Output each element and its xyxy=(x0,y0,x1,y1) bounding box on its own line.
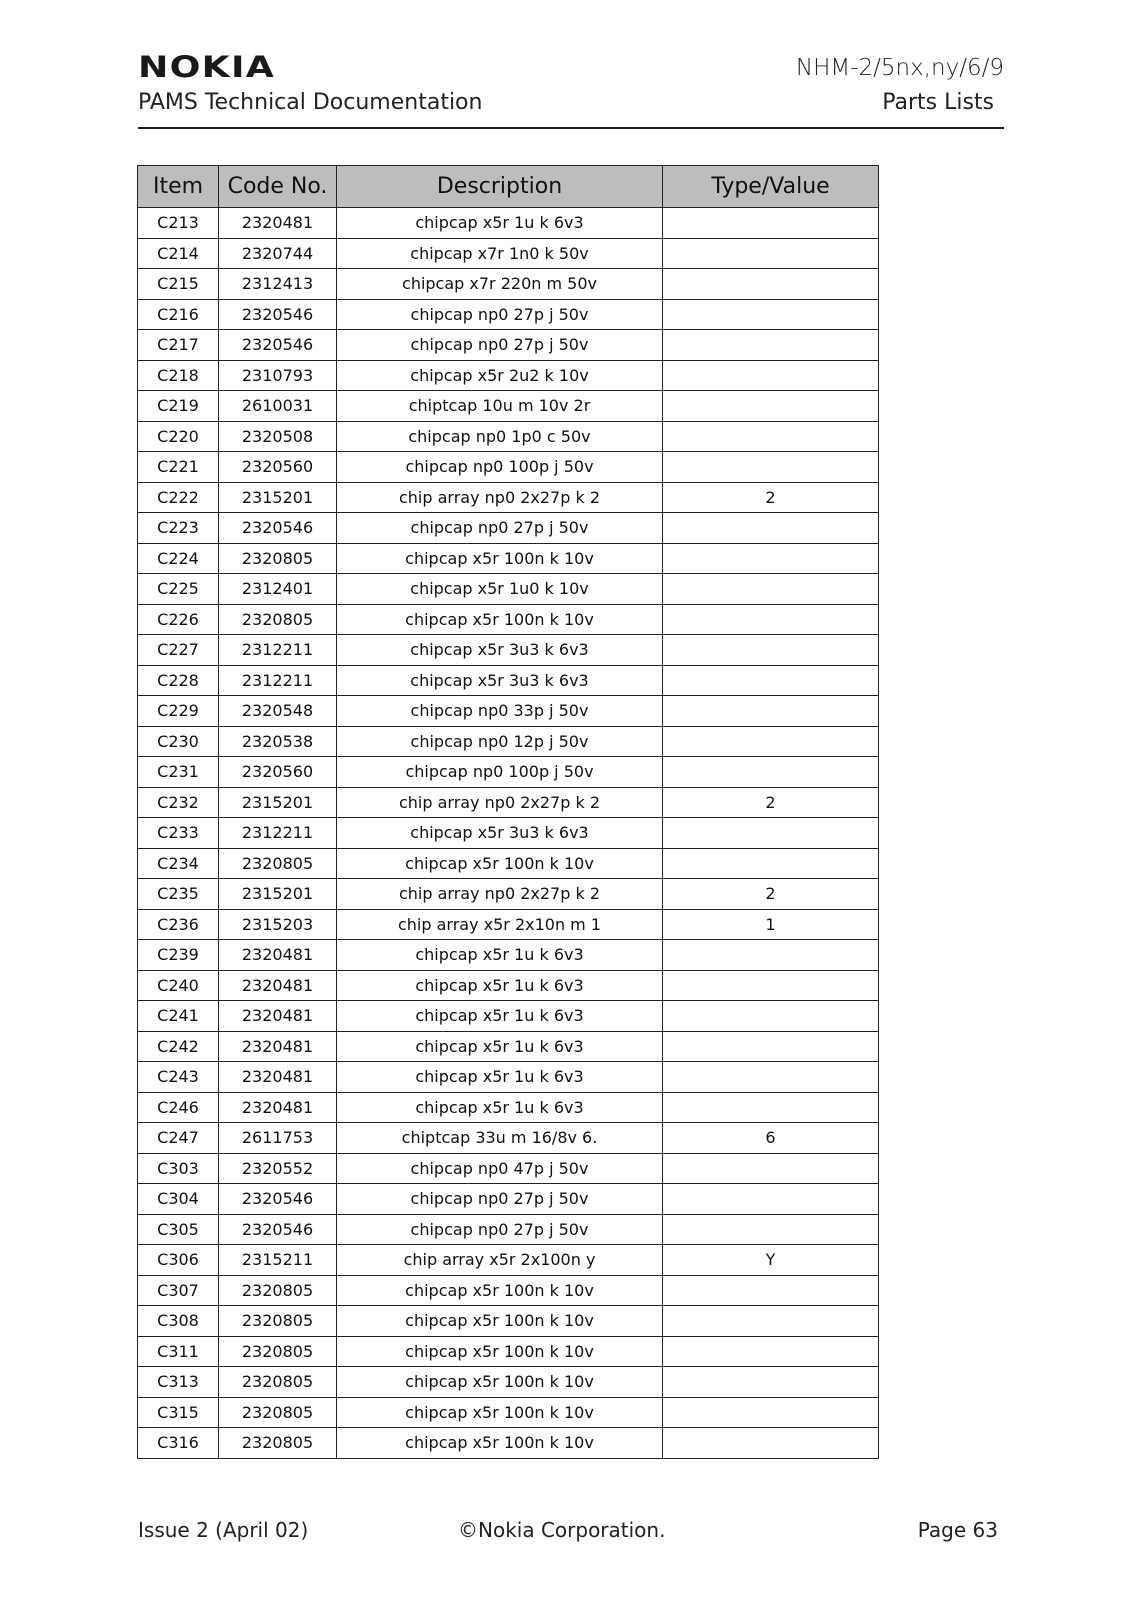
cell-type-value xyxy=(663,299,879,330)
cell-code-no: 2320805 xyxy=(219,1397,337,1428)
cell-description: chipcap np0 1p0 c 50v xyxy=(337,421,663,452)
cell-description: chipcap x5r 100n k 10v xyxy=(337,1275,663,1306)
cell-code-no: 2320546 xyxy=(219,299,337,330)
cell-code-no: 2320552 xyxy=(219,1153,337,1184)
cell-type-value xyxy=(663,940,879,971)
cell-code-no: 2320805 xyxy=(219,848,337,879)
cell-code-no: 2320508 xyxy=(219,421,337,452)
cell-description: chipcap x5r 100n k 10v xyxy=(337,1367,663,1398)
table-row xyxy=(138,1031,879,1062)
footer-page-number: Page 63 xyxy=(917,1518,998,1542)
cell-description: chipcap np0 27p j 50v xyxy=(337,330,663,361)
cell-code-no: 2320805 xyxy=(219,1306,337,1337)
table-row xyxy=(138,1397,879,1428)
cell-description: chipcap x5r 100n k 10v xyxy=(337,1428,663,1459)
cell-description: chipcap x5r 100n k 10v xyxy=(337,604,663,635)
table-row xyxy=(138,1245,879,1276)
cell-item: C229 xyxy=(138,696,219,727)
cell-type-value xyxy=(663,1214,879,1245)
cell-code-no: 2320546 xyxy=(219,513,337,544)
table-row xyxy=(138,604,879,635)
cell-type-value xyxy=(663,726,879,757)
cell-type-value xyxy=(663,238,879,269)
cell-description: chipcap x5r 100n k 10v xyxy=(337,543,663,574)
cell-item: C224 xyxy=(138,543,219,574)
cell-item: C215 xyxy=(138,269,219,300)
cell-description: chipcap x5r 1u k 6v3 xyxy=(337,1031,663,1062)
cell-description: chipcap x5r 3u3 k 6v3 xyxy=(337,635,663,666)
cell-type-value xyxy=(663,574,879,605)
cell-item: C241 xyxy=(138,1001,219,1032)
cell-item: C220 xyxy=(138,421,219,452)
cell-code-no: 2315201 xyxy=(219,879,337,910)
cell-type-value xyxy=(663,360,879,391)
cell-type-value xyxy=(663,1367,879,1398)
cell-code-no: 2312401 xyxy=(219,574,337,605)
cell-type-value xyxy=(663,1092,879,1123)
cell-item: C216 xyxy=(138,299,219,330)
cell-code-no: 2320805 xyxy=(219,1275,337,1306)
table-row xyxy=(138,299,879,330)
cell-description: chip array np0 2x27p k 2 xyxy=(337,482,663,513)
cell-type-value xyxy=(663,269,879,300)
cell-code-no: 2320481 xyxy=(219,1001,337,1032)
cell-description: chipcap x5r 2u2 k 10v xyxy=(337,360,663,391)
table-row xyxy=(138,757,879,788)
cell-item: C228 xyxy=(138,665,219,696)
table-row xyxy=(138,635,879,666)
cell-description: chipcap x5r 1u k 6v3 xyxy=(337,970,663,1001)
cell-description: chipcap np0 27p j 50v xyxy=(337,1184,663,1215)
cell-type-value xyxy=(663,513,879,544)
cell-description: chipcap x5r 3u3 k 6v3 xyxy=(337,665,663,696)
table-row xyxy=(138,787,879,818)
column-header-item: Item xyxy=(138,166,219,208)
cell-item: C218 xyxy=(138,360,219,391)
cell-type-value xyxy=(663,635,879,666)
table-row xyxy=(138,1123,879,1154)
cell-description: chipcap np0 100p j 50v xyxy=(337,452,663,483)
table-row xyxy=(138,1275,879,1306)
cell-item: C223 xyxy=(138,513,219,544)
cell-code-no: 2320548 xyxy=(219,696,337,727)
table-row xyxy=(138,909,879,940)
cell-type-value xyxy=(663,208,879,239)
cell-description: chipcap x5r 1u k 6v3 xyxy=(337,1001,663,1032)
cell-description: chipcap x7r 1n0 k 50v xyxy=(337,238,663,269)
cell-code-no: 2320538 xyxy=(219,726,337,757)
table-row xyxy=(138,1062,879,1093)
cell-code-no: 2320481 xyxy=(219,1031,337,1062)
cell-description: chipcap x5r 1u k 6v3 xyxy=(337,1092,663,1123)
column-header-description: Description xyxy=(337,166,663,208)
cell-type-value xyxy=(663,696,879,727)
cell-code-no: 2320481 xyxy=(219,970,337,1001)
table-row xyxy=(138,848,879,879)
table-row xyxy=(138,940,879,971)
cell-type-value xyxy=(663,391,879,422)
table-row xyxy=(138,1001,879,1032)
cell-item: C227 xyxy=(138,635,219,666)
table-row xyxy=(138,1092,879,1123)
cell-code-no: 2320481 xyxy=(219,1092,337,1123)
table-row xyxy=(138,208,879,239)
cell-code-no: 2315201 xyxy=(219,787,337,818)
cell-type-value xyxy=(663,330,879,361)
cell-code-no: 2320805 xyxy=(219,604,337,635)
cell-code-no: 2320546 xyxy=(219,1214,337,1245)
cell-code-no: 2320805 xyxy=(219,1428,337,1459)
footer-issue: Issue 2 (April 02) xyxy=(138,1518,309,1542)
cell-description: chipcap x5r 100n k 10v xyxy=(337,848,663,879)
cell-type-value: 2 xyxy=(663,482,879,513)
cell-description: chipcap x5r 1u k 6v3 xyxy=(337,940,663,971)
table-row xyxy=(138,360,879,391)
cell-code-no: 2320481 xyxy=(219,940,337,971)
cell-item: C239 xyxy=(138,940,219,971)
cell-type-value xyxy=(663,757,879,788)
cell-item: C217 xyxy=(138,330,219,361)
cell-type-value xyxy=(663,970,879,1001)
cell-description: chiptcap 10u m 10v 2r xyxy=(337,391,663,422)
cell-type-value: Y xyxy=(663,1245,879,1276)
cell-type-value xyxy=(663,1336,879,1367)
cell-description: chipcap np0 100p j 50v xyxy=(337,757,663,788)
cell-code-no: 2611753 xyxy=(219,1123,337,1154)
cell-type-value xyxy=(663,1153,879,1184)
cell-type-value: 6 xyxy=(663,1123,879,1154)
cell-code-no: 2312211 xyxy=(219,635,337,666)
cell-type-value: 1 xyxy=(663,909,879,940)
table-row xyxy=(138,1214,879,1245)
table-row xyxy=(138,238,879,269)
table-row xyxy=(138,1367,879,1398)
cell-item: C308 xyxy=(138,1306,219,1337)
table-row xyxy=(138,330,879,361)
cell-type-value xyxy=(663,1306,879,1337)
cell-code-no: 2610031 xyxy=(219,391,337,422)
cell-type-value xyxy=(663,818,879,849)
parts-table xyxy=(137,165,879,1459)
table-row xyxy=(138,574,879,605)
cell-item: C226 xyxy=(138,604,219,635)
cell-type-value: 2 xyxy=(663,787,879,818)
document-id: NHM-2/5nx,ny/6/9 xyxy=(795,55,1004,81)
cell-item: C230 xyxy=(138,726,219,757)
nokia-logo: NOKIA xyxy=(138,50,276,84)
cell-item: C236 xyxy=(138,909,219,940)
cell-item: C306 xyxy=(138,1245,219,1276)
table-row xyxy=(138,879,879,910)
document-title: PAMS Technical Documentation xyxy=(138,90,483,115)
table-row xyxy=(138,726,879,757)
table-row xyxy=(138,421,879,452)
cell-code-no: 2320481 xyxy=(219,1062,337,1093)
table-row xyxy=(138,696,879,727)
cell-type-value xyxy=(663,665,879,696)
cell-description: chipcap np0 27p j 50v xyxy=(337,513,663,544)
cell-item: C235 xyxy=(138,879,219,910)
cell-item: C315 xyxy=(138,1397,219,1428)
cell-item: C242 xyxy=(138,1031,219,1062)
cell-description: chip array x5r 2x10n m 1 xyxy=(337,909,663,940)
footer-copyright: ©Nokia Corporation. xyxy=(458,1518,666,1542)
cell-item: C221 xyxy=(138,452,219,483)
cell-item: C240 xyxy=(138,970,219,1001)
cell-description: chipcap x5r 100n k 10v xyxy=(337,1397,663,1428)
cell-code-no: 2320560 xyxy=(219,452,337,483)
cell-item: C307 xyxy=(138,1275,219,1306)
cell-type-value xyxy=(663,848,879,879)
table-row xyxy=(138,543,879,574)
cell-code-no: 2320560 xyxy=(219,757,337,788)
cell-item: C311 xyxy=(138,1336,219,1367)
table-row xyxy=(138,970,879,1001)
table-row xyxy=(138,1153,879,1184)
cell-type-value xyxy=(663,452,879,483)
cell-item: C304 xyxy=(138,1184,219,1215)
cell-description: chipcap x5r 100n k 10v xyxy=(337,1336,663,1367)
cell-code-no: 2320546 xyxy=(219,1184,337,1215)
cell-description: chiptcap 33u m 16/8v 6. xyxy=(337,1123,663,1154)
cell-description: chip array np0 2x27p k 2 xyxy=(337,787,663,818)
table-row xyxy=(138,513,879,544)
cell-description: chipcap x7r 220n m 50v xyxy=(337,269,663,300)
section-title: Parts Lists xyxy=(882,90,994,115)
cell-code-no: 2320805 xyxy=(219,543,337,574)
table-row xyxy=(138,391,879,422)
cell-type-value: 2 xyxy=(663,879,879,910)
cell-type-value xyxy=(663,1184,879,1215)
cell-item: C225 xyxy=(138,574,219,605)
cell-item: C243 xyxy=(138,1062,219,1093)
cell-description: chip array np0 2x27p k 2 xyxy=(337,879,663,910)
cell-type-value xyxy=(663,1062,879,1093)
cell-description: chipcap x5r 1u k 6v3 xyxy=(337,1062,663,1093)
cell-item: C233 xyxy=(138,818,219,849)
cell-item: C316 xyxy=(138,1428,219,1459)
cell-item: C213 xyxy=(138,208,219,239)
cell-code-no: 2320805 xyxy=(219,1367,337,1398)
table-row xyxy=(138,269,879,300)
cell-description: chipcap np0 47p j 50v xyxy=(337,1153,663,1184)
cell-description: chipcap np0 27p j 50v xyxy=(337,299,663,330)
column-header-type-value: Type/Value xyxy=(663,166,879,208)
table-row xyxy=(138,818,879,849)
table-row xyxy=(138,1428,879,1459)
cell-item: C214 xyxy=(138,238,219,269)
cell-type-value xyxy=(663,1031,879,1062)
cell-code-no: 2320546 xyxy=(219,330,337,361)
cell-description: chipcap x5r 100n k 10v xyxy=(337,1306,663,1337)
cell-code-no: 2320481 xyxy=(219,208,337,239)
cell-type-value xyxy=(663,1275,879,1306)
cell-type-value xyxy=(663,1397,879,1428)
cell-description: chipcap np0 12p j 50v xyxy=(337,726,663,757)
cell-item: C247 xyxy=(138,1123,219,1154)
cell-code-no: 2315201 xyxy=(219,482,337,513)
cell-description: chip array x5r 2x100n y xyxy=(337,1245,663,1276)
table-row xyxy=(138,1306,879,1337)
cell-code-no: 2315203 xyxy=(219,909,337,940)
cell-type-value xyxy=(663,543,879,574)
cell-description: chipcap x5r 1u k 6v3 xyxy=(337,208,663,239)
header-divider xyxy=(138,127,1004,129)
table-row xyxy=(138,1336,879,1367)
cell-item: C234 xyxy=(138,848,219,879)
table-row xyxy=(138,482,879,513)
cell-type-value xyxy=(663,604,879,635)
table-row xyxy=(138,1184,879,1215)
table-row xyxy=(138,665,879,696)
cell-type-value xyxy=(663,421,879,452)
cell-item: C303 xyxy=(138,1153,219,1184)
parts-table-body xyxy=(138,208,879,1459)
cell-code-no: 2320744 xyxy=(219,238,337,269)
cell-description: chipcap x5r 1u0 k 10v xyxy=(337,574,663,605)
cell-item: C305 xyxy=(138,1214,219,1245)
cell-code-no: 2320805 xyxy=(219,1336,337,1367)
cell-type-value xyxy=(663,1428,879,1459)
column-header-code-no: Code No. xyxy=(219,166,337,208)
table-row xyxy=(138,452,879,483)
cell-description: chipcap np0 33p j 50v xyxy=(337,696,663,727)
cell-item: C232 xyxy=(138,787,219,818)
cell-code-no: 2315211 xyxy=(219,1245,337,1276)
cell-code-no: 2310793 xyxy=(219,360,337,391)
cell-item: C231 xyxy=(138,757,219,788)
cell-description: chipcap x5r 3u3 k 6v3 xyxy=(337,818,663,849)
cell-type-value xyxy=(663,1001,879,1032)
cell-code-no: 2312413 xyxy=(219,269,337,300)
cell-item: C313 xyxy=(138,1367,219,1398)
cell-code-no: 2312211 xyxy=(219,818,337,849)
table-header-row xyxy=(138,166,879,208)
cell-item: C222 xyxy=(138,482,219,513)
cell-item: C219 xyxy=(138,391,219,422)
cell-item: C246 xyxy=(138,1092,219,1123)
cell-code-no: 2312211 xyxy=(219,665,337,696)
cell-description: chipcap np0 27p j 50v xyxy=(337,1214,663,1245)
